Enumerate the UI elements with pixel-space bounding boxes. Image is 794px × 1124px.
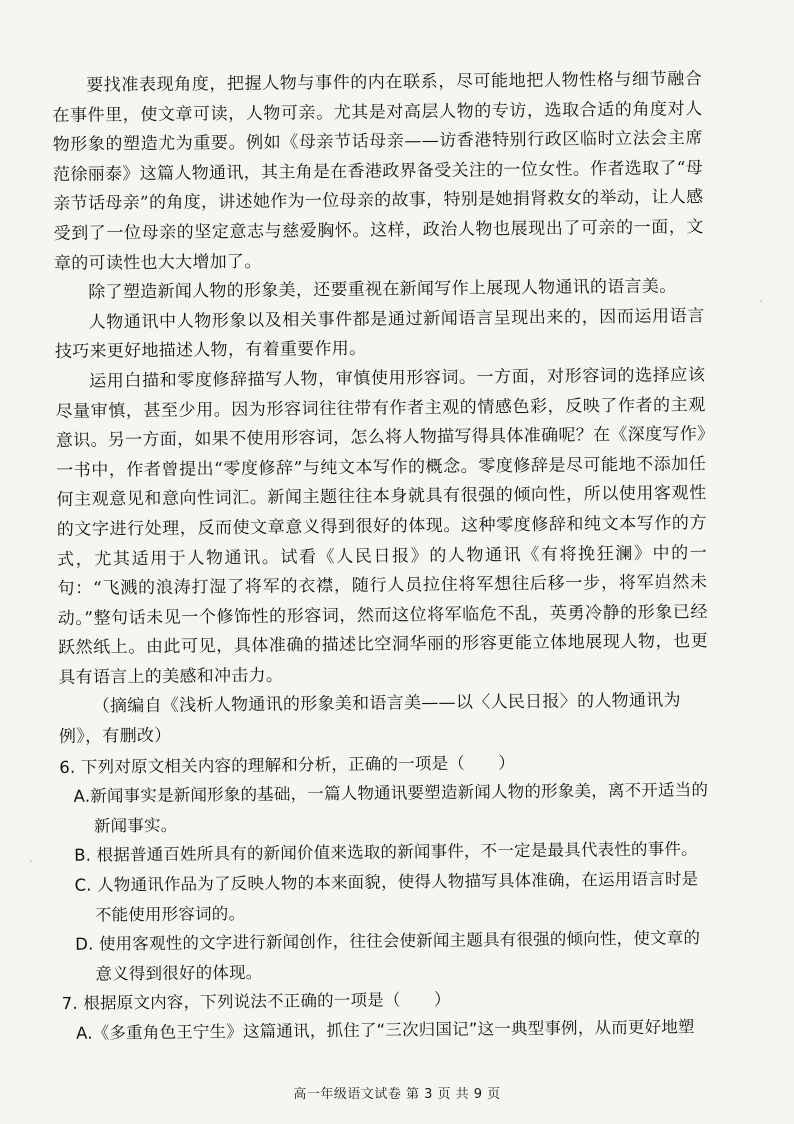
question-6-option-b: B. 根据普通百姓所具有的新闻价值来选取的新闻事件，不一定是最具代表性的事件。 (74, 839, 698, 866)
question-6-option-c: C. 人物通讯作品为了反映人物的本来面貌，使得人物描写具体准确，在运用语言时是不能使用形容词的。 (74, 869, 699, 925)
body-paragraph-1: 要找准表现角度，把握人物与事件的内在联系，尽可能地把人物性格与细节融合在事件里，使文章可读，人物可亲。尤其是对高层人物的专访，选取合适的角度对人物形象的塑造尤为重要。例如《母亲节话母亲——访香港特别行政区临时立法会主席范徐丽泰》这篇人物通讯，其主角是在香港政界备受关注的一位女性。作者选取了“母亲节话母亲”的角度，讲述她作为一位母亲的故事，特别是她捐肾救女的举动，让人感受到了一位母亲的坚定意志与慈爱胸怀。这样，政治人物也展现出了可亲的一面，文章的可读性也大大增加了。 (52, 69, 704, 274)
scan-speck (30, 860, 32, 862)
page-footer: 高一年级语文试卷 第 3 页 共 9 页 (293, 1087, 501, 1102)
scan-speck (760, 300, 762, 302)
body-paragraph-3: 人物通讯中人物形象以及相关事件都是通过新闻语言呈现出来的，因而运用语言技巧来更好地描述人物，有着重要作用。 (54, 305, 705, 363)
body-paragraph-2: 除了塑造新闻人物的形象美，还要重视在新闻写作上展现人物通讯的语言美。 (88, 276, 677, 303)
question-6 (59, 746, 711, 990)
question-6-option-a: A.新闻事实是新闻形象的基础，一篇人物通讯要塑造新闻人物的形象美，离不开适当的新闻事实。 (73, 780, 709, 836)
page-content (52, 65, 712, 1048)
question-7 (62, 983, 713, 1049)
body-paragraph-4: 运用白描和零度修辞描写人物，审慎使用形容词。一方面，对形容词的选择应该尽量审慎，甚至少用。因为形容词往往带有作者主观的情感色彩，反映了作者的主观意识。另一方面，如果不使用形容词，怎么将人物描写得具体准确呢？在《深度写作》一书中，作者曾提出“零度修辞”与纯文本写作的概念。零度修辞是尽可能地不添加任何主观意见和意向性词汇。新闻主题往往本身就具有很强的倾向性，所以使用客观性的文字进行处理，反而使文章意义得到很好的体现。这种零度修辞和纯文本写作的方式，尤其适用于人物通讯。试看《人民日报》的人物通讯《有将挽狂澜》中的一句：“飞溅的浪涛打湿了将军的衣襟，随行人员拉住将军想往后移一步，将军岿然未动。”整句话未见一个修饰性的形容词，然而这位将军临危不乱，英勇冷静的形象已经跃然纸上。由此可见，具体准确的描述比空洞华丽的形容更能立体地展现人物，也更具有语言上的美感和冲击力。 (55, 365, 709, 688)
question-6-option-d: D. 使用客观性的文字进行新闻创作，往往会使新闻主题具有很强的倾向性，使文章的意义得到很好的体现。 (75, 928, 701, 984)
question-6-stem: 6. 下列对原文相关内容的理解和分析，正确的一项是（ ） (59, 752, 516, 777)
question-7-stem: 7. 根据原文内容，下列说法不正确的一项是（ ） (61, 990, 451, 1014)
question-7-option-a: A.《多重角色王宁生》这篇通讯，抓住了“三次归国记”这一典型事例，从而更好地塑 (75, 1017, 695, 1043)
source-note: （摘编自《浅析人物通讯的形象美和语言美——以〈人民日报〉的人物通讯为例》，有删改） (58, 690, 681, 748)
